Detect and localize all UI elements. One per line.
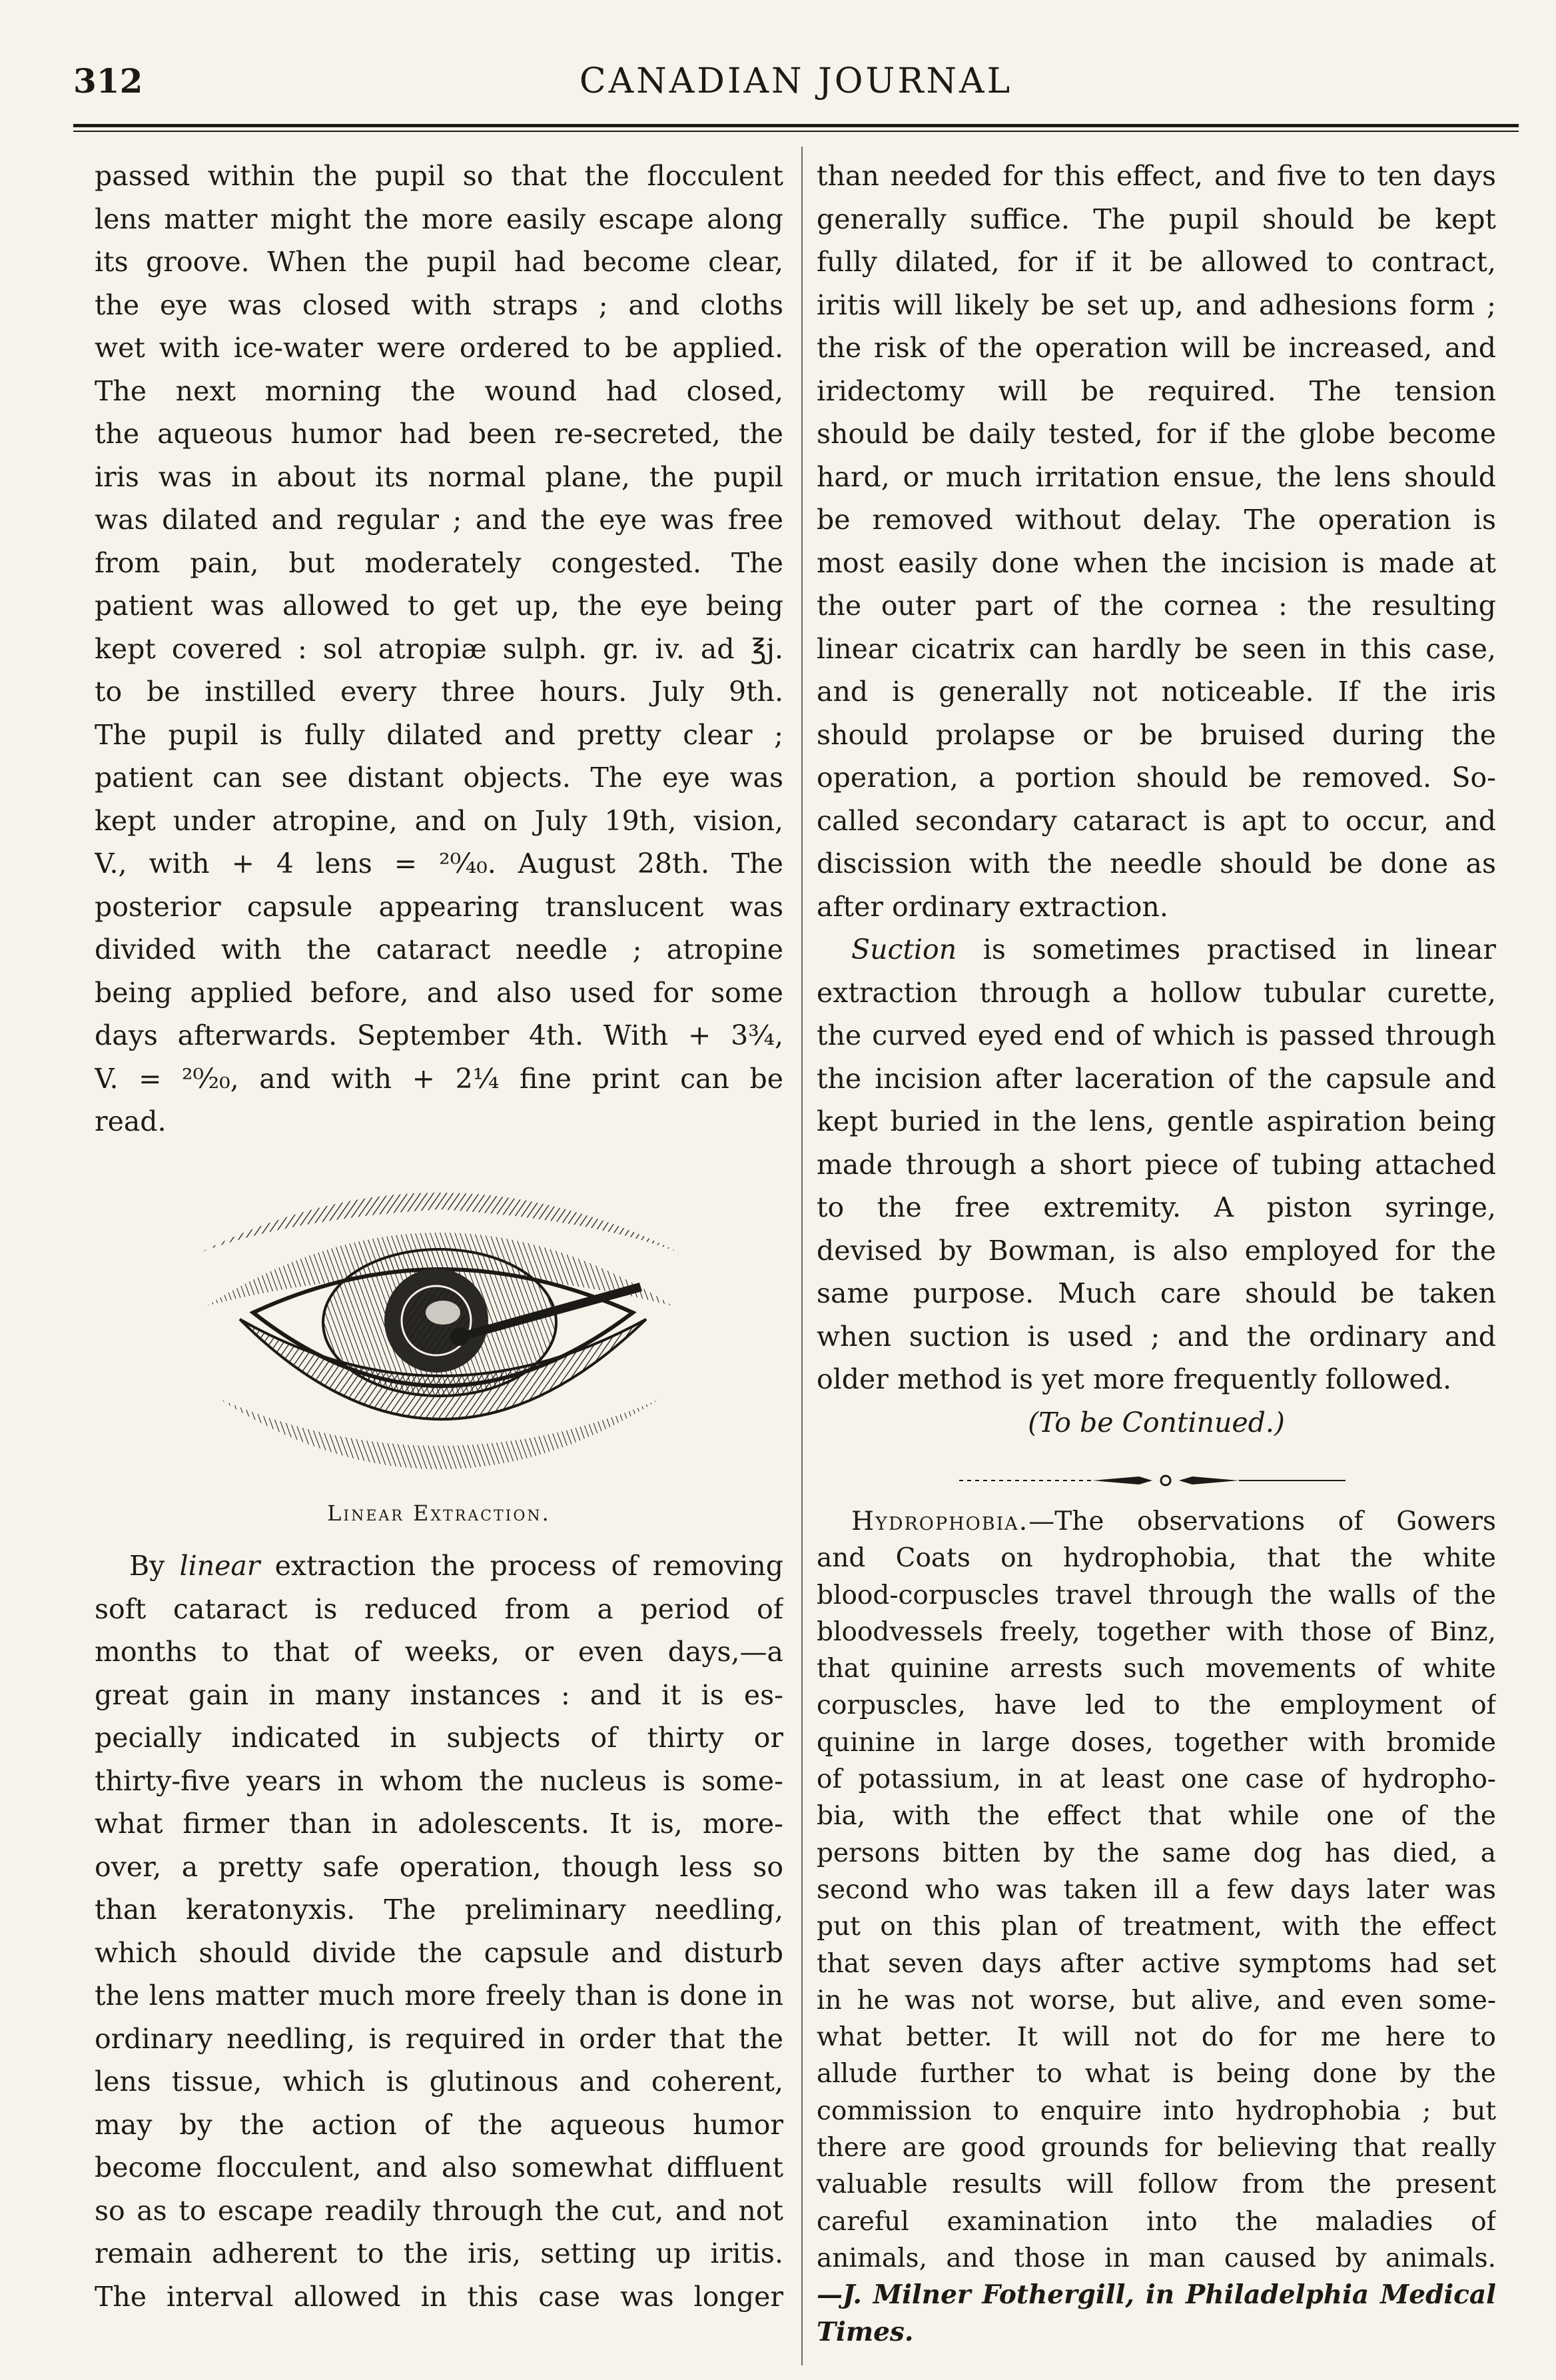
text-line: the risk of the operation will be increased, and: [817, 332, 1496, 364]
text-fragment: is sometimes practised in linear: [957, 933, 1496, 965]
text-line: kept buried in the lens, gentle aspiration being: [817, 1105, 1496, 1137]
text-line: iritis will likely be set up, and adhesions form ;: [817, 289, 1496, 321]
text-line: made through a short piece of tubing attached: [817, 1148, 1496, 1181]
text-line: ordinary needling, is required in order that the: [95, 2022, 783, 2055]
text-line: should be daily tested, for if the globe become: [817, 418, 1496, 450]
right-column: [817, 155, 1496, 1444]
text-line: discission with the needle should be done as: [817, 848, 1496, 880]
text-line: being applied before, and also used for some: [95, 976, 783, 1009]
text-line: older method is yet more frequently followed.: [817, 1363, 1452, 1395]
text-line: its groove. When the pupil had become clear,: [95, 246, 783, 278]
text-line: operation, a portion should be removed. So-: [817, 762, 1496, 794]
text-line: great gain in many instances : and it is es-: [95, 1678, 783, 1711]
text-line: to the free extremity. A piston syringe,: [817, 1191, 1496, 1223]
text-line: animals, and those in man caused by animals.: [817, 2243, 1496, 2273]
text-line: pecially indicated in subjects of thirty or: [95, 1722, 783, 1754]
attribution-end: Times.: [817, 2316, 914, 2347]
text-line: V., with + 4 lens = ²⁰⁄₄₀. August 28th. The: [95, 848, 783, 880]
text-line: persons bitten by the same dog has died, a: [817, 1838, 1496, 1868]
text-line: when suction is used ; and the ordinary and: [817, 1320, 1496, 1353]
text-line: divided with the cataract needle ; atropine: [95, 933, 783, 965]
text-line: what firmer than in adolescents. It is, more-: [95, 1808, 783, 1840]
left-column-lower: [95, 1544, 783, 2318]
text-line: there are good grounds for believing that really: [817, 2133, 1496, 2163]
text-line: iridectomy will be required. The tension: [817, 374, 1496, 407]
text-line: was dilated and regular ; and the eye was free: [95, 504, 783, 536]
text-line: and is generally not noticeable. If the iris: [817, 676, 1496, 708]
text-line: iris was in about its normal plane, the pupil: [95, 460, 783, 493]
attribution: —J. Milner Fothergill, in Philadelphia Medical: [817, 2279, 1496, 2311]
text-line: lens matter might the more easily escape along: [95, 203, 783, 235]
text-line: remain adherent to the iris, setting up iritis.: [95, 2237, 783, 2269]
text-line: valuable results will follow from the present: [817, 2169, 1496, 2200]
text-line: the eye was closed with straps ; and cloths: [95, 289, 783, 321]
text-line: to be instilled every three hours. July 9th.: [95, 676, 783, 708]
text-line: devised by Bowman, is also employed for the: [817, 1234, 1496, 1267]
text-line: generally suffice. The pupil should be kept: [817, 203, 1496, 235]
text-line: days afterwards. September 4th. With + 3¾,: [95, 1019, 783, 1051]
left-paragraph-1: [95, 155, 783, 1143]
column-divider: [801, 147, 803, 2365]
text-line: from pain, but moderately congested. The: [95, 546, 783, 579]
text-line: patient can see distant objects. The eye was: [95, 762, 783, 794]
text-line: blood-corpuscles travel through the walls of the: [817, 1580, 1496, 1610]
journal-title: CANADIAN JOURNAL: [579, 61, 1013, 101]
left-paragraph-2: [95, 1588, 783, 2319]
text-line: read.: [95, 1105, 167, 1137]
text-line: that quinine arrests such movements of white: [817, 1654, 1496, 1684]
hydrophobia-section: [817, 1503, 1496, 2351]
text-line: may by the action of the aqueous humor: [95, 2108, 783, 2141]
text-line: passed within the pupil so that the flocculent: [95, 160, 783, 192]
text-line: soft cataract is reduced from a period of: [95, 1592, 783, 1625]
right-paragraph-2: [817, 971, 1496, 1401]
text-line: than keratonyxis. The preliminary needling,: [95, 1894, 783, 1926]
text-line: which should divide the capsule and disturb: [95, 1936, 783, 1969]
text-line: bloodvessels freely, together with those of Binz,: [817, 1616, 1496, 1647]
text-line: kept covered : sol atropiæ sulph. gr. iv. ad ℥j.: [95, 632, 783, 665]
text-fragment: extraction the process of removing: [260, 1550, 783, 1582]
text-line: the curved eyed end of which is passed through: [817, 1019, 1496, 1051]
text-line: careful examination into the maladies of: [817, 2206, 1496, 2237]
text-line: allude further to what is being done by the: [817, 2059, 1496, 2089]
text-line: that seven days after active symptoms had set: [817, 1948, 1496, 1979]
text-line: so as to escape readily through the cut, and not: [95, 2194, 783, 2227]
text-line: second who was taken ill a few days later was: [817, 1874, 1496, 1905]
text-line: V. = ²⁰⁄₂₀, and with + 2¼ fine print can be: [95, 1062, 783, 1095]
text-line: over, a pretty safe operation, though less so: [95, 1850, 783, 1883]
text-line: after ordinary extraction.: [817, 890, 1168, 923]
section-heading: Hydrophobia.: [851, 1506, 1029, 1536]
text-line: posterior capsule appearing translucent was: [95, 890, 783, 923]
text-line: [817, 928, 1496, 971]
text-line: The interval allowed in this case was longer: [95, 2280, 783, 2313]
text-line: patient was allowed to get up, the eye being: [95, 590, 783, 622]
text-line: kept under atropine, and on July 19th, vision,: [95, 804, 783, 837]
text-line: linear cicatrix can hardly be seen in this case,: [817, 632, 1496, 665]
italic-term: Suction: [851, 933, 957, 965]
text-line: become flocculent, and also somewhat diffluent: [95, 2151, 783, 2183]
text-line: in he was not worse, but alive, and even some-: [817, 1985, 1496, 2016]
text-line: put on this plan of treatment, with the effect: [817, 1912, 1496, 1942]
text-line: called secondary cataract is apt to occur, and: [817, 804, 1496, 837]
section-ornament: [959, 1474, 1346, 1487]
text-line: The next morning the wound had closed,: [95, 374, 783, 407]
right-paragraph-1: [817, 155, 1496, 928]
text-line: wet with ice-water were ordered to be applied.: [95, 332, 783, 364]
text-line: be removed without delay. The operation is: [817, 504, 1496, 536]
text-fragment: —The observations of Gowers: [1028, 1506, 1496, 1536]
text-line: lens tissue, which is glutinous and coherent,: [95, 2066, 783, 2097]
text-line: months to that of weeks, or even days,—a: [95, 1636, 783, 1668]
linear-extraction-illustration: [180, 1146, 699, 1519]
page-number: 312: [73, 61, 143, 101]
text-line: same purpose. Much care should be taken: [817, 1277, 1496, 1309]
text-line: the aqueous humor had been re-secreted, the: [95, 418, 783, 450]
page-header: [73, 61, 1519, 115]
figure-caption: Linear Extraction.: [327, 1500, 551, 1526]
text-fragment: By: [129, 1550, 180, 1582]
text-line: the outer part of the cornea : the resulting: [817, 590, 1496, 622]
text-line: than needed for this effect, and five to ten days: [817, 160, 1496, 192]
text-line: and Coats on hydrophobia, that the white: [817, 1543, 1496, 1574]
text-line: [817, 1503, 1496, 1540]
continued-note: (To be Continued.): [1028, 1406, 1285, 1439]
text-line: The pupil is fully dilated and pretty clear ;: [95, 718, 783, 751]
left-column: [95, 155, 783, 1143]
text-line: bia, with the effect that while one of the: [817, 1801, 1496, 1832]
text-line: fully dilated, for if it be allowed to contract,: [817, 246, 1496, 278]
text-line: the lens matter much more freely than is done in: [95, 1980, 783, 2012]
text-line: commission to enquire into hydrophobia ; but: [817, 2095, 1496, 2126]
hydrophobia-paragraph: [817, 1540, 1496, 2277]
text-line: thirty-five years in whom the nucleus is some-: [95, 1764, 783, 1797]
text-line: [95, 1544, 783, 1588]
header-rule-thin: [73, 131, 1519, 132]
text-line: hard, or much irritation ensue, the lens should: [817, 460, 1496, 493]
italic-term: linear: [179, 1550, 260, 1582]
text-line: the incision after laceration of the capsule and: [817, 1062, 1496, 1095]
text-line: should prolapse or be bruised during the: [817, 718, 1496, 751]
text-line: what better. It will not do for me here to: [817, 2022, 1496, 2053]
text-line: extraction through a hollow tubular curette,: [817, 976, 1496, 1009]
text-line: corpuscles, have led to the employment of: [817, 1690, 1496, 1721]
text-line: of potassium, in at least one case of hydropho-: [817, 1764, 1496, 1795]
text-line: most easily done when the incision is made at: [817, 546, 1496, 579]
header-rule: [73, 124, 1519, 127]
text-line: quinine in large doses, together with bromide: [817, 1727, 1496, 1758]
